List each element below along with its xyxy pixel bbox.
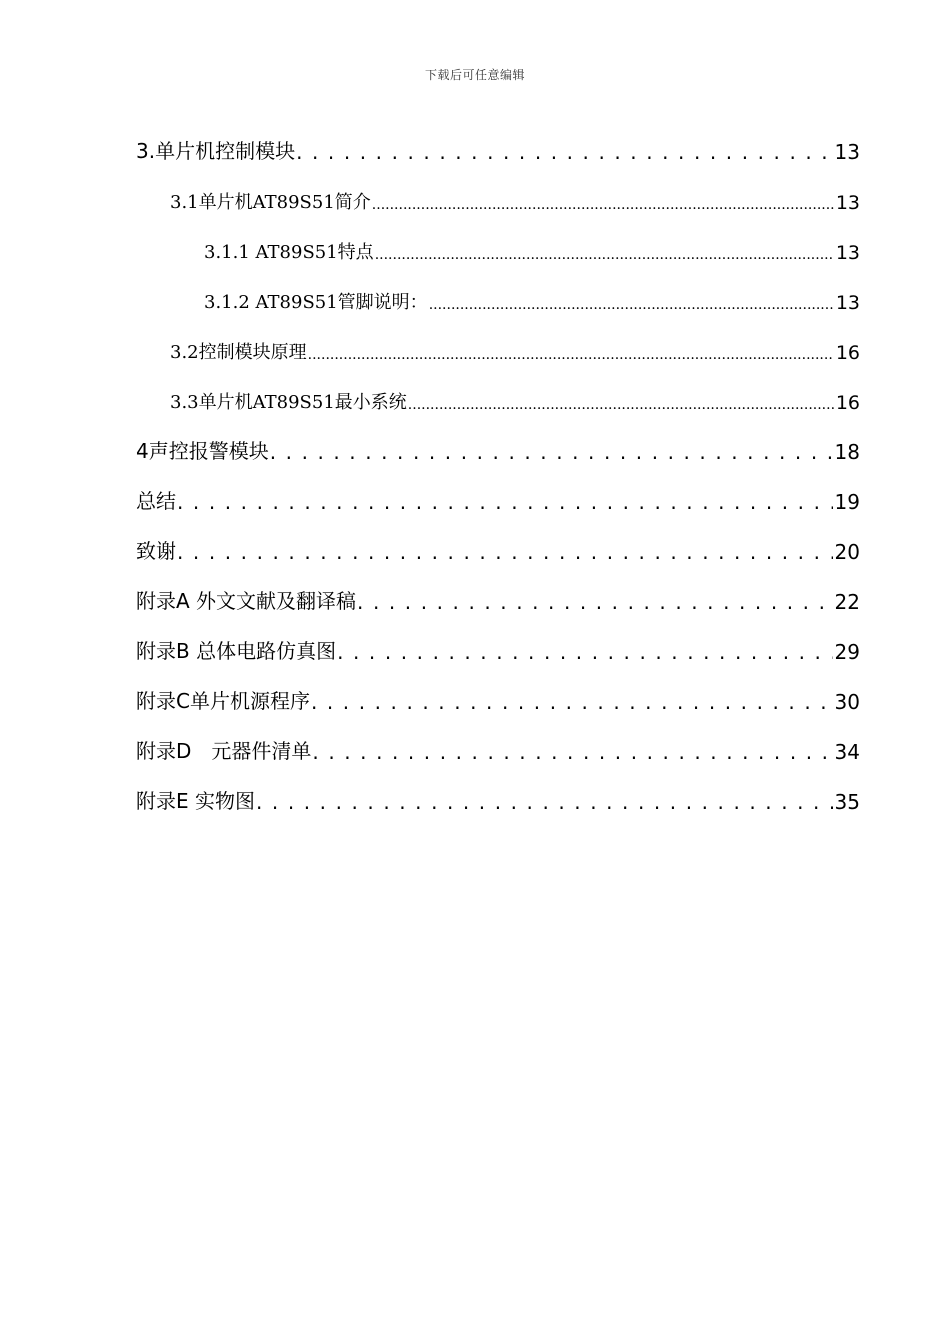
toc-entry-page: 34 (834, 740, 860, 764)
toc-entry-page: 13 (834, 140, 860, 164)
toc-entry[interactable] (0, 184, 950, 214)
toc-entry[interactable] (0, 734, 950, 764)
toc-entry[interactable] (0, 484, 950, 514)
toc-entry[interactable] (0, 434, 950, 464)
toc-entry-title: 3.1单片机AT89S51简介 (170, 192, 371, 213)
toc-entry-page: 13 (835, 192, 860, 214)
toc-entry[interactable] (0, 134, 950, 164)
toc-leader (256, 790, 833, 814)
toc-entry-title: 附录E 实物图 (136, 789, 255, 813)
toc-entry-title: 3.1.2 AT89S51管脚说明： (204, 292, 428, 313)
toc-leader (429, 293, 834, 314)
toc-entry-title: 3.1.1 AT89S51特点 (204, 242, 374, 263)
toc-entry[interactable] (0, 234, 950, 264)
toc-entry-page: 22 (834, 590, 860, 614)
toc-leader (177, 490, 833, 514)
toc-entry-page: 29 (834, 640, 860, 664)
toc-entry[interactable] (0, 534, 950, 564)
toc-entry-page: 20 (834, 540, 860, 564)
toc-leader (177, 540, 833, 564)
toc-entry-page: 30 (834, 690, 860, 714)
toc-leader (408, 393, 834, 414)
toc-entry-title: 总结 (136, 489, 176, 513)
toc-entry-page: 16 (835, 342, 860, 364)
toc-entry[interactable] (0, 634, 950, 664)
toc-entry-title: 3.3单片机AT89S51最小系统 (170, 392, 407, 413)
toc-leader (337, 640, 832, 664)
toc-leader (375, 243, 834, 264)
toc-leader (372, 193, 834, 214)
toc-entry-title: 3.2控制模块原理 (170, 342, 307, 363)
page-header: 下载后可任意编辑 (424, 68, 525, 82)
toc-entry-title: 附录A 外文文献及翻译稿 (136, 589, 357, 613)
toc-entry[interactable] (0, 684, 950, 714)
toc-entry-title: 附录C单片机源程序 (136, 689, 310, 713)
toc-entry-page: 13 (835, 292, 860, 314)
toc-entry-page: 35 (834, 790, 860, 814)
toc-entry-title: 附录B 总体电路仿真图 (136, 639, 337, 663)
toc-entry-title: 4声控报警模块 (136, 439, 269, 463)
toc-entry-title: 3.单片机控制模块 (136, 139, 296, 163)
toc-entry[interactable] (0, 584, 950, 614)
toc-entry[interactable] (0, 784, 950, 814)
toc-leader (312, 740, 832, 764)
toc-entry-page: 19 (834, 490, 860, 514)
toc-leader (308, 343, 834, 364)
toc-entry-page: 18 (834, 440, 860, 464)
toc-entry[interactable] (0, 334, 950, 364)
toc-leader (311, 690, 833, 714)
toc-entry-page: 13 (835, 242, 860, 264)
toc-entry[interactable] (0, 284, 950, 314)
toc-entry-page: 16 (835, 392, 860, 414)
toc-entry[interactable] (0, 384, 950, 414)
toc-entry-title: 附录D 元器件清单 (136, 739, 312, 763)
toc-leader (296, 140, 832, 164)
toc-leader (357, 590, 833, 614)
toc-entry-title: 致谢 (136, 539, 176, 563)
toc-leader (270, 440, 833, 464)
